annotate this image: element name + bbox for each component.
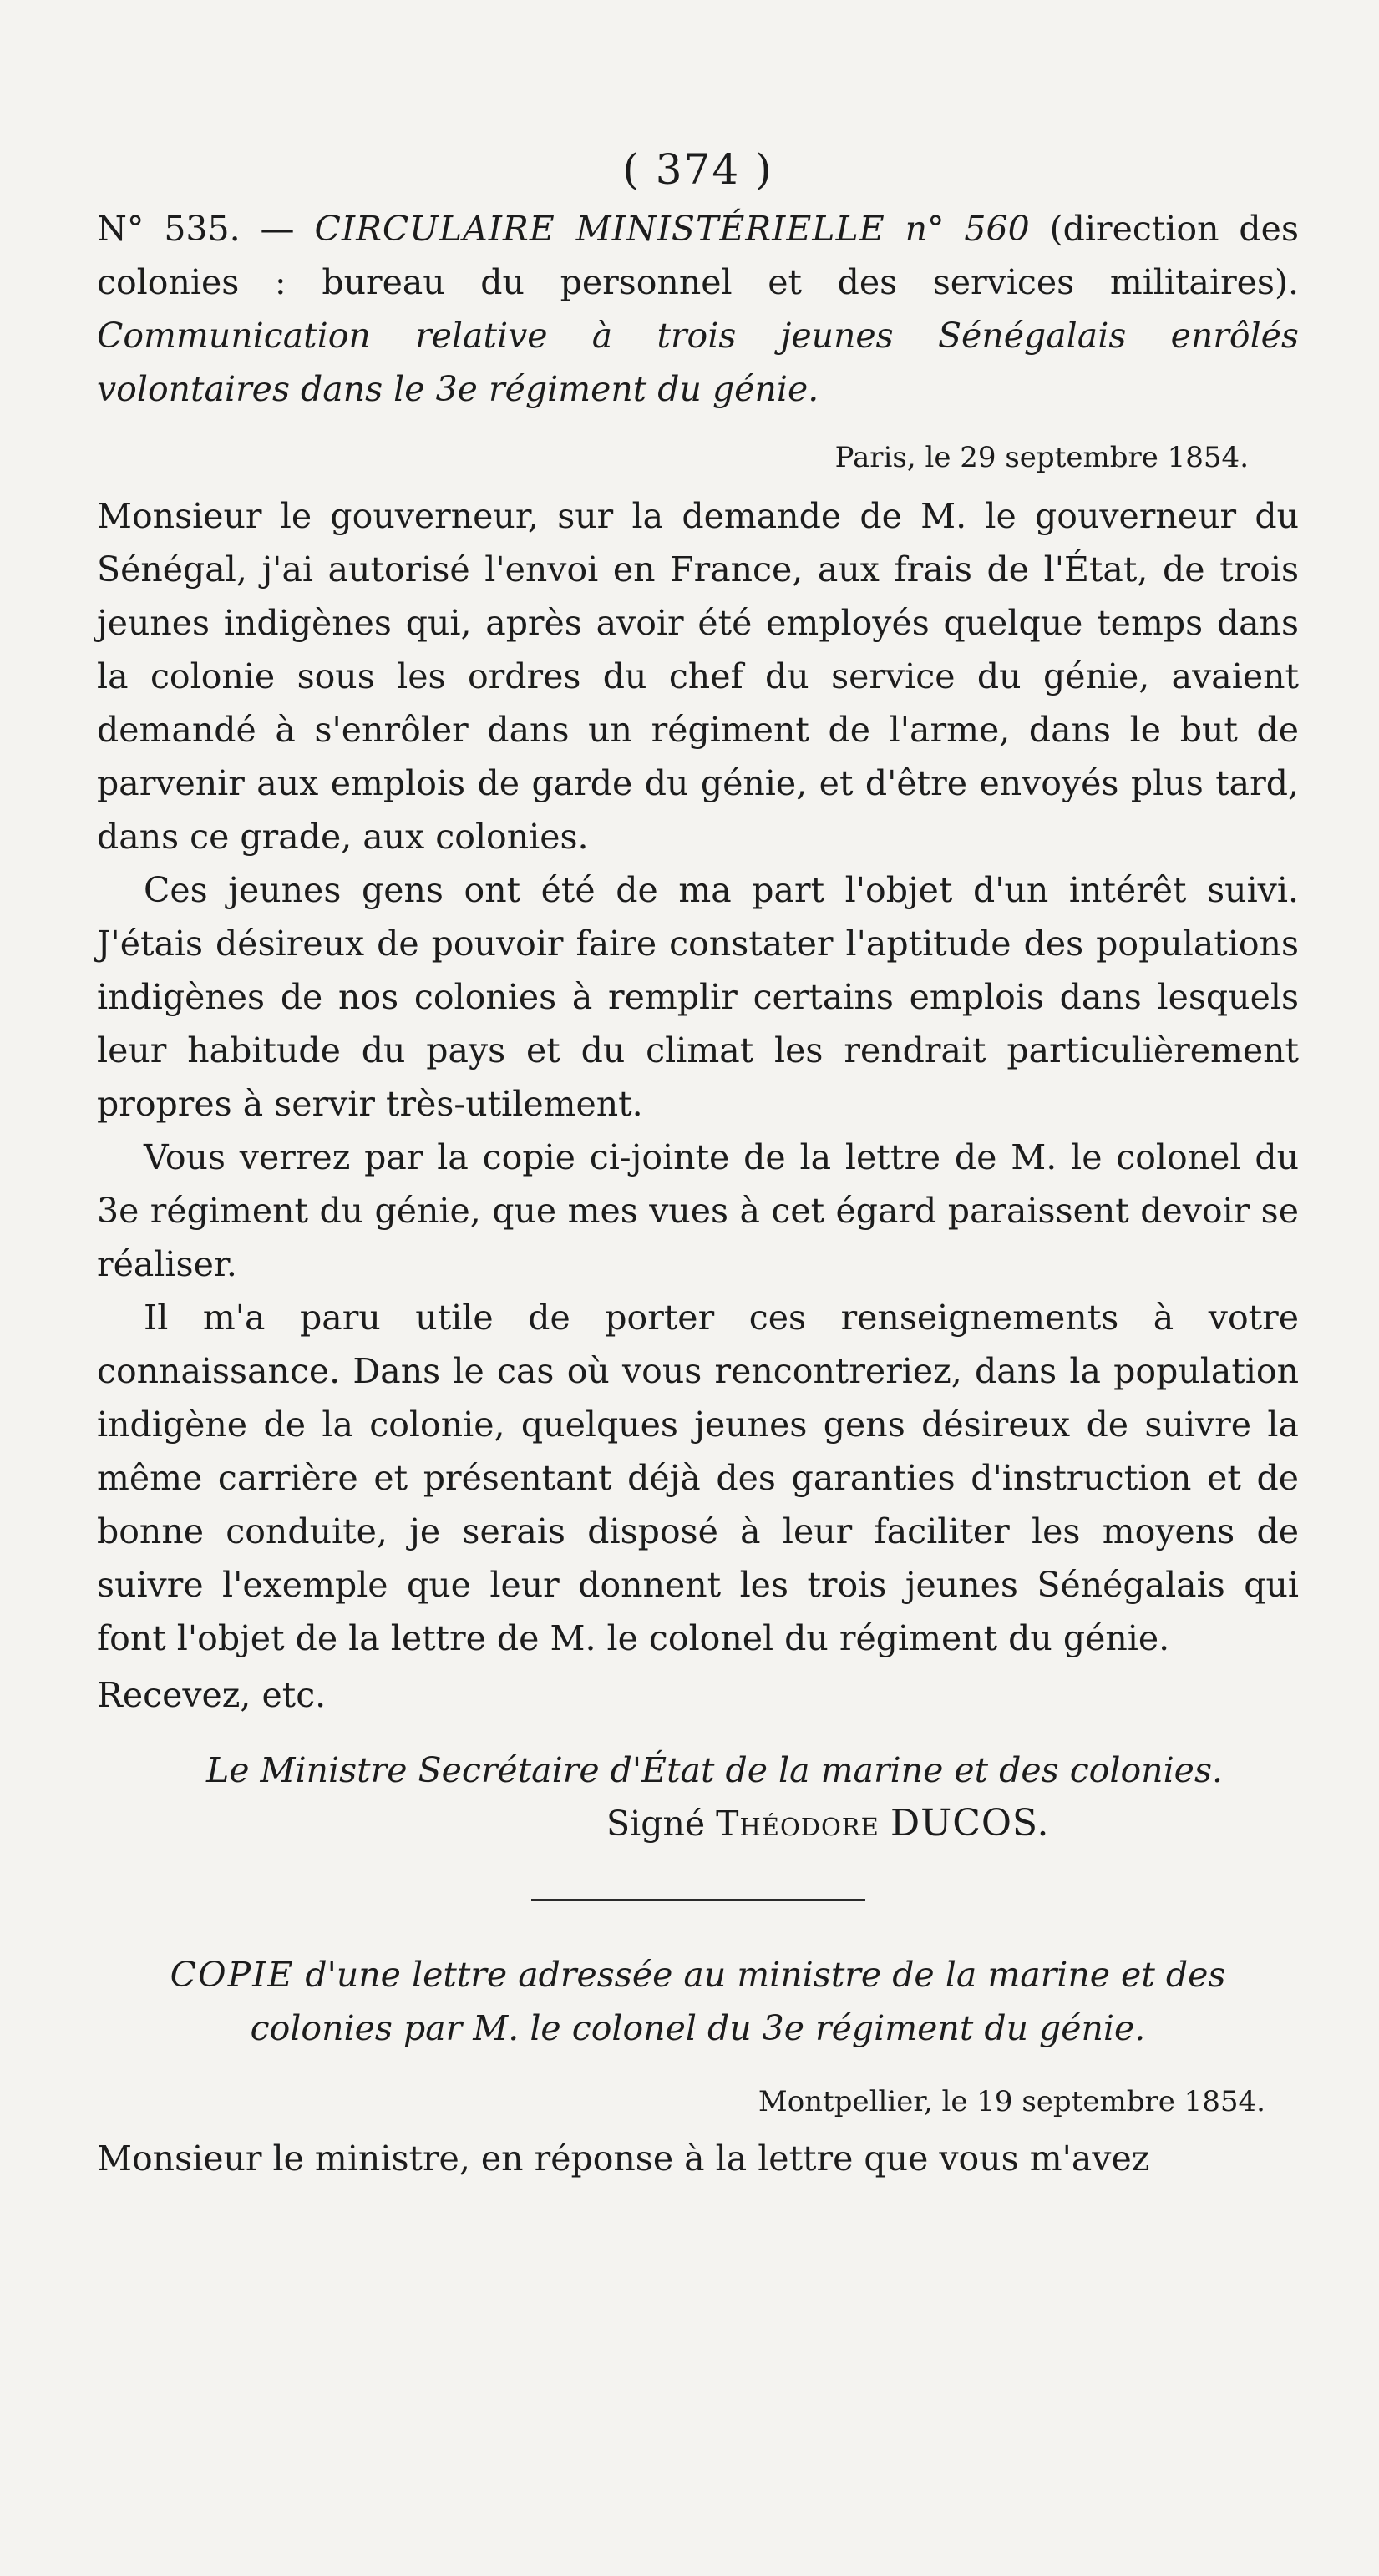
section-divider	[531, 1899, 865, 1901]
signer-first-name: Théodore	[716, 1804, 880, 1844]
signed-prefix: Signé	[606, 1804, 717, 1844]
page-number: ( 374 )	[622, 145, 773, 194]
dateline-montpellier: Montpellier, le 19 septembre 1854.	[758, 2085, 1265, 2118]
circular-title-number: n° 560	[885, 209, 1030, 249]
circular-direction: (direction des colonies : bureau du personnel et des services militaires).	[97, 209, 1299, 302]
signer-last-name: DUCOS.	[890, 1802, 1050, 1845]
signature-name	[97, 1797, 1299, 1850]
paragraph-1: Monsieur le gouverneur, sur la demande de M. le gouverneur du Sénégal, j'ai autorisé l'envoi en France, aux frais de l'État, de trois jeunes indigènes qui, après avoir été employés quelque temps dans la colonie sous les ordres du chef du service du génie, avaient demandé à s'enrôler dans un régiment de l'arme, dans le but de parvenir aux emplois de garde du génie, et d'être envoyés plus tard, dans ce grade, aux colonies.	[97, 496, 1299, 857]
letter-first-line: Monsieur le ministre, en réponse à la lettre que vous m'avez	[97, 2138, 1150, 2179]
paragraph-3: Vous verrez par la copie ci-jointe de la lettre de M. le colonel du 3e régiment du génie, que mes vues à cet égard paraissent devoir se réaliser.	[97, 1137, 1299, 1284]
paragraph-2: Ces jeunes gens ont été de ma part l'objet d'un intérêt suivi. J'étais désireux de pouvoir faire constater l'aptitude des populations indigènes de nos colonies à remplir certains emplois dans lesquels leur habitude du pays et du climat les rendrait particulièrement propres à servir très-utilement.	[97, 870, 1299, 1124]
circular-heading	[97, 202, 1299, 416]
copie-lead: COPIE	[170, 1955, 295, 1995]
paragraph-4: Il m'a paru utile de porter ces renseignements à votre connaissance. Dans le cas où vous rencontreriez, dans la population indigène de la colonie, quelques jeunes gens désireux de suivre la même carrière et présentant déjà des garanties d'instruction et de bonne conduite, je serais disposé à leur faciliter les moyens de suivre l'exemple que leur donnent les trois jeunes Sénégalais qui font l'objet de la lettre de M. le colonel du régiment du génie.	[97, 1298, 1299, 1658]
copie-heading	[114, 1948, 1282, 2055]
signature-title: Le Ministre Secrétaire d'État de la marine et des colonies.	[205, 1750, 1224, 1790]
circular-number: N° 535. —	[97, 209, 315, 249]
circular-subject: Communication relative à trois jeunes Sénégalais enrôlés volontaires dans le 3e régiment du génie.	[97, 316, 1299, 409]
dateline-paris: Paris, le 29 septembre 1854.	[834, 441, 1249, 474]
copie-description: d'une lettre adressée au ministre de la marine et des colonies par M. le colonel du 3e régiment du génie.	[250, 1955, 1226, 2048]
circular-title: CIRCULAIRE MINISTÉRIELLE	[314, 209, 885, 249]
closing-formula: Recevez, etc.	[97, 1675, 327, 1715]
